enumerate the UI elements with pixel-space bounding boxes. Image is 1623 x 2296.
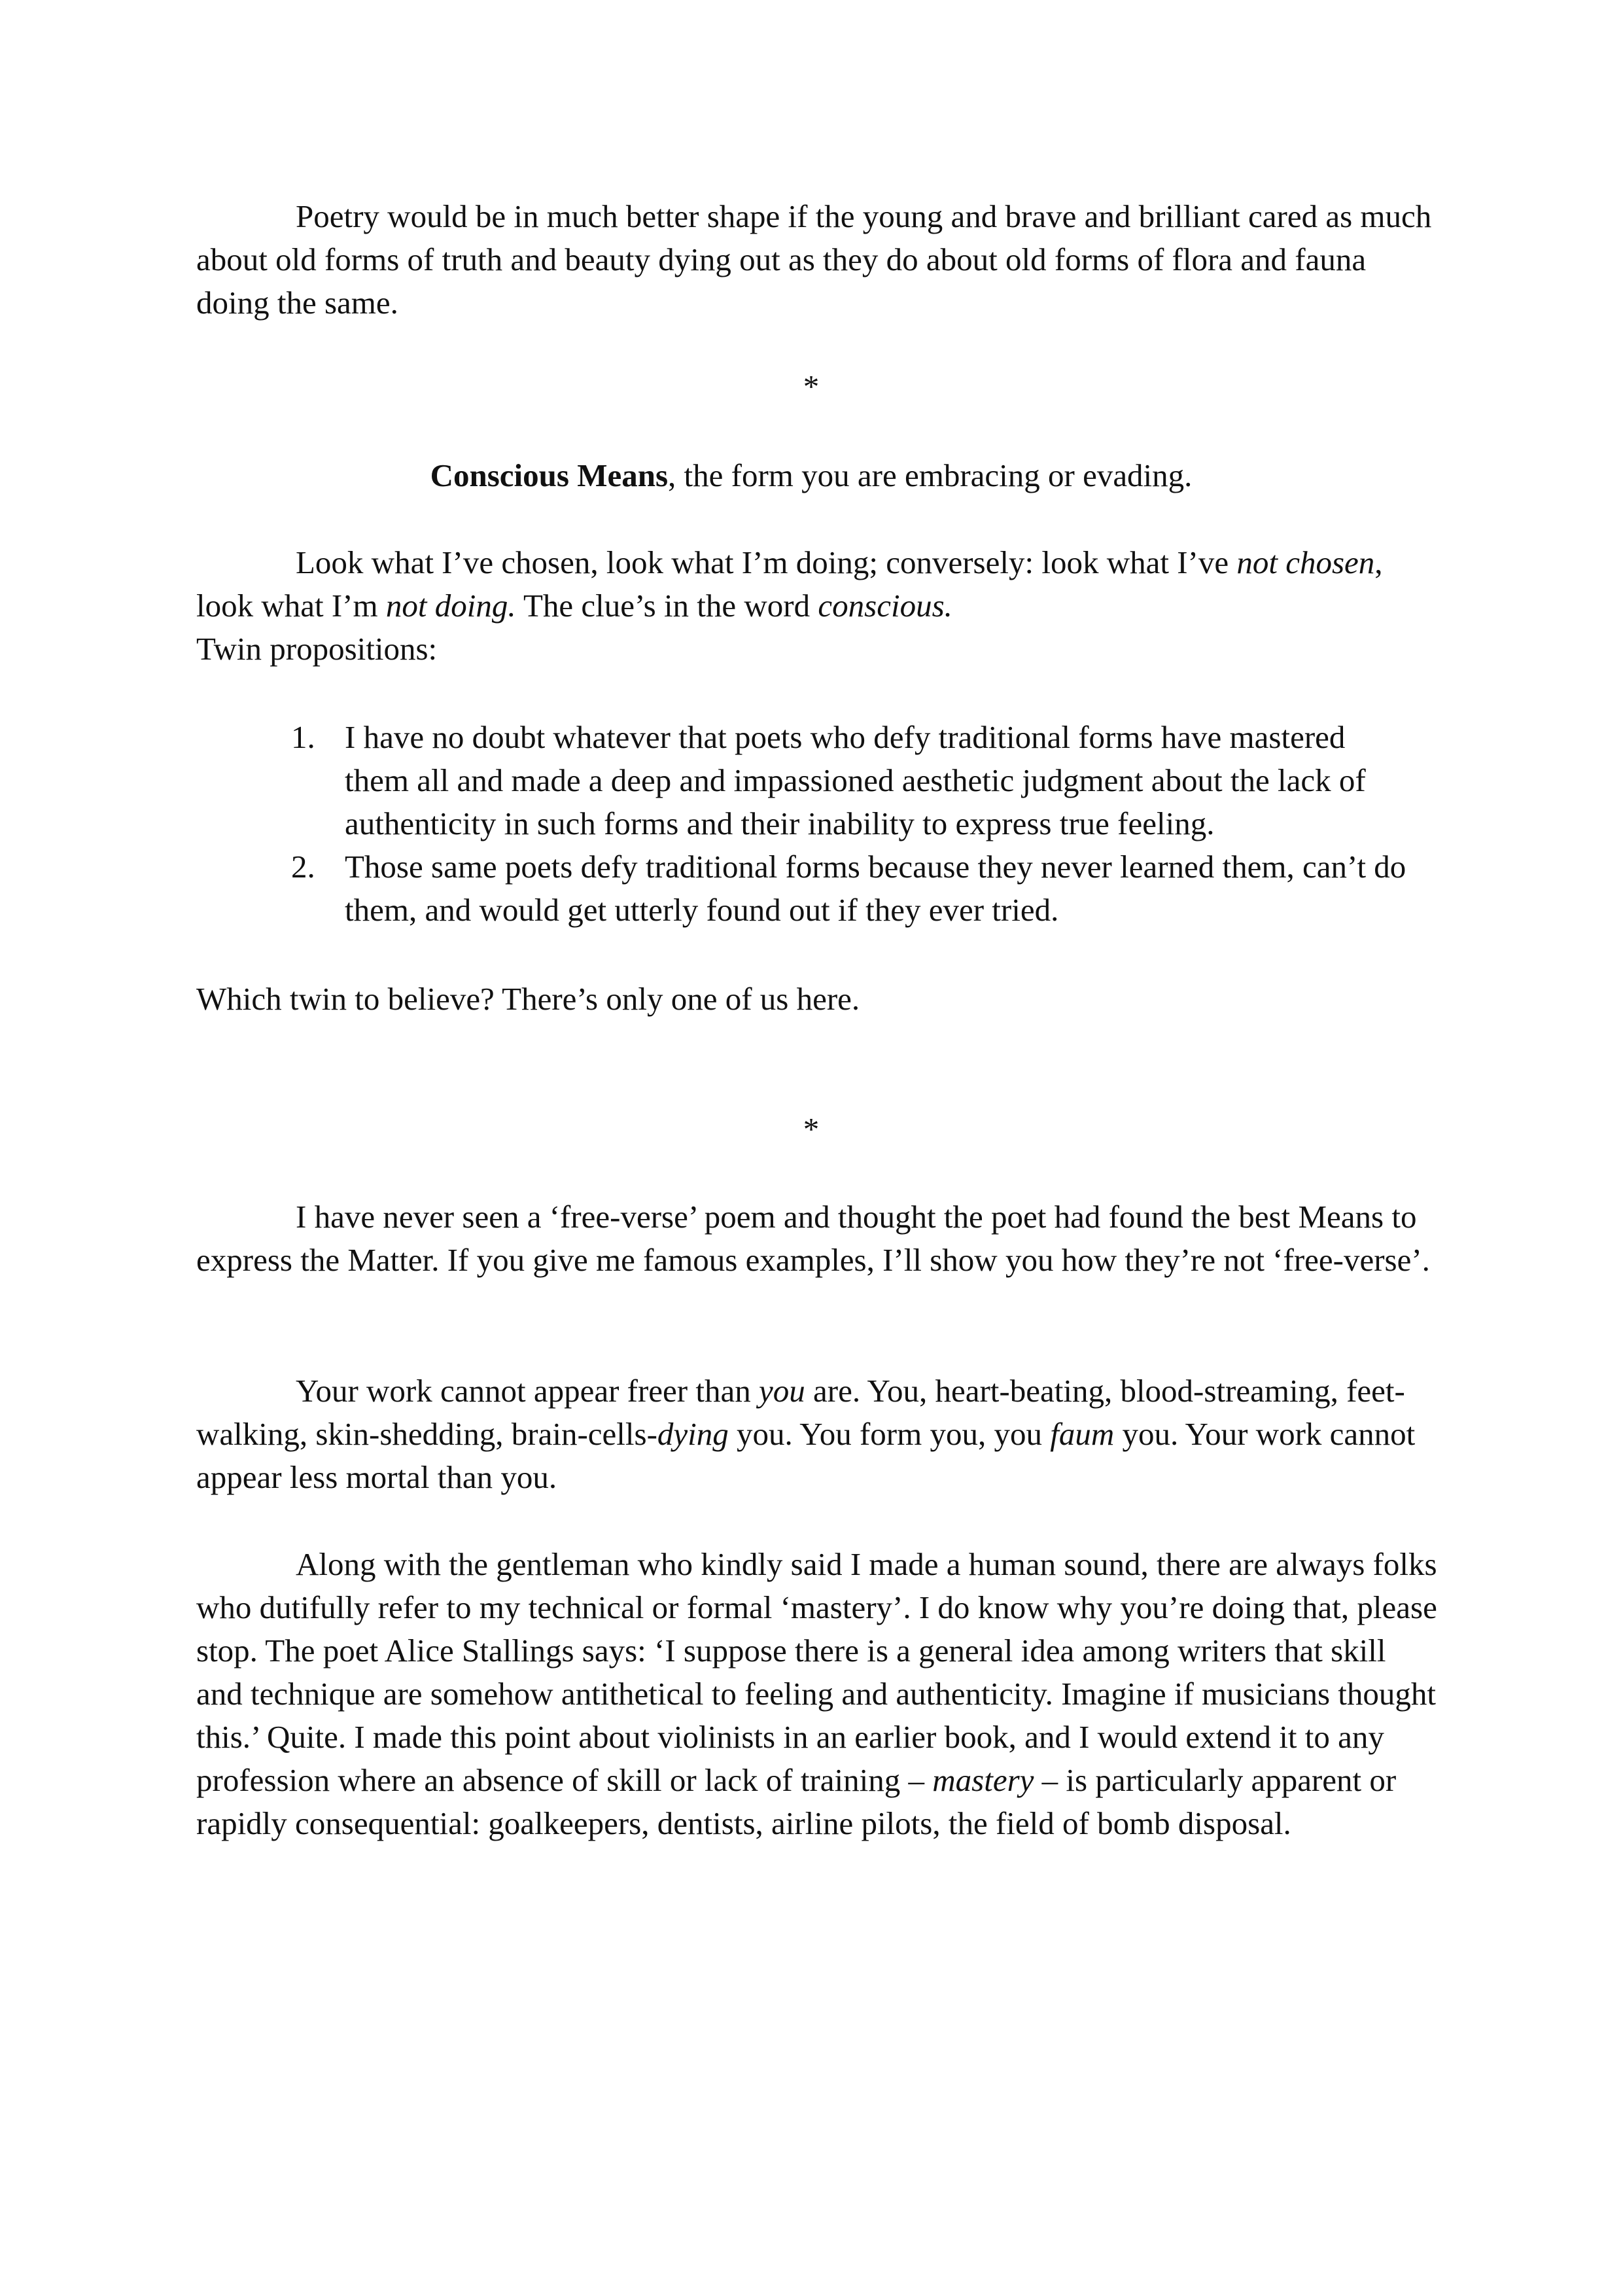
propositions-list [291,716,1410,932]
paragraph-twin-propositions: Twin propositions: [196,631,438,667]
paragraph-your-work [196,1369,1439,1499]
italic-run: not chosen [1236,544,1375,580]
text-run: you. Your work cannot appear less mortal than you. [196,1416,1416,1495]
separator-asterisk: * [803,1111,820,1147]
list-item [291,716,1410,845]
italic-run: conscious. [818,588,952,624]
paragraph-conscious-means [196,541,1439,671]
text-run: Look what I’ve chosen, look what I’m doing; conversely: look what I’ve [296,544,1237,580]
text-run: Along with the gentleman who kindly said I made a human sound, there are always folks who dutifully refer to my technical or formal ‘mastery’. I do know why you’re doing that, please stop. The poet Alice Stallings says: ‘I suppose there is a general idea among writers that skill and technique are somehow antithetical to feeling and authenticity. Imagine if musicians thought this.’ Quite. I made this point about violinists in an earlier book, and I would extend it to any profession where an absence of skill or lack of training – [196,1546,1437,1798]
list-item-text: I have no doubt whatever that poets who defy traditional forms have mastered them all and made a deep and impassioned aesthetic judgment about the lack of authenticity in such forms and their inability to express true feeling. [345,719,1366,841]
text-run: The clue’s in the word [515,588,818,624]
separator-asterisk: * [803,368,820,404]
text-run: you. You form you, you [728,1416,1051,1452]
text-run: – is particularly apparent or rapidly consequential: goalkeepers, dentists, airline pilots, the field of bomb disposal. [196,1762,1397,1841]
paragraph-mastery [196,1543,1439,1845]
section-separator [196,1108,1426,1151]
paragraph-look-what [196,541,1439,627]
text-run: Your work cannot appear freer than [296,1373,759,1409]
section-separator [196,365,1426,408]
italic-run: you [759,1373,805,1409]
list-item-text: Those same poets defy traditional forms because they never learned them, can’t do them, and would get utterly found out if they ever tried. [345,849,1406,928]
list-item [291,845,1410,932]
paragraph-text: Which twin to believe? There’s only one of us here. [196,981,860,1017]
section-heading-line [196,454,1426,497]
text-run: , look what I’m [196,544,1383,624]
paragraph-poetry-shape [196,195,1439,325]
italic-run: faum [1050,1416,1115,1452]
italic-run: dying [657,1416,729,1452]
paragraph-text: I have never seen a ‘free-verse’ poem and thought the poet had found the best Means to express the Matter. If you give me famous examples, I’ll show you how they’re not ‘free-verse’. [196,1199,1430,1278]
list-number: 1. [291,719,315,755]
section-heading-bold: Conscious Means [430,457,669,493]
text-run: are. You, heart-beating, blood-streaming, feet-walking, skin-shedding, brain-cells- [196,1373,1405,1452]
section-heading-rest: , the form you are embracing or evading. [668,457,1193,493]
italic-run: not doing. [385,588,516,624]
paragraph-which-twin [196,978,1439,1021]
list-number: 2. [291,849,315,885]
italic-run: mastery [932,1762,1034,1798]
paragraph-free-verse [196,1195,1439,1282]
paragraph-text: Poetry would be in much better shape if the young and brave and brilliant cared as much about old forms of truth and beauty dying out as they do about old forms of flora and fauna doing the same. [196,198,1432,321]
